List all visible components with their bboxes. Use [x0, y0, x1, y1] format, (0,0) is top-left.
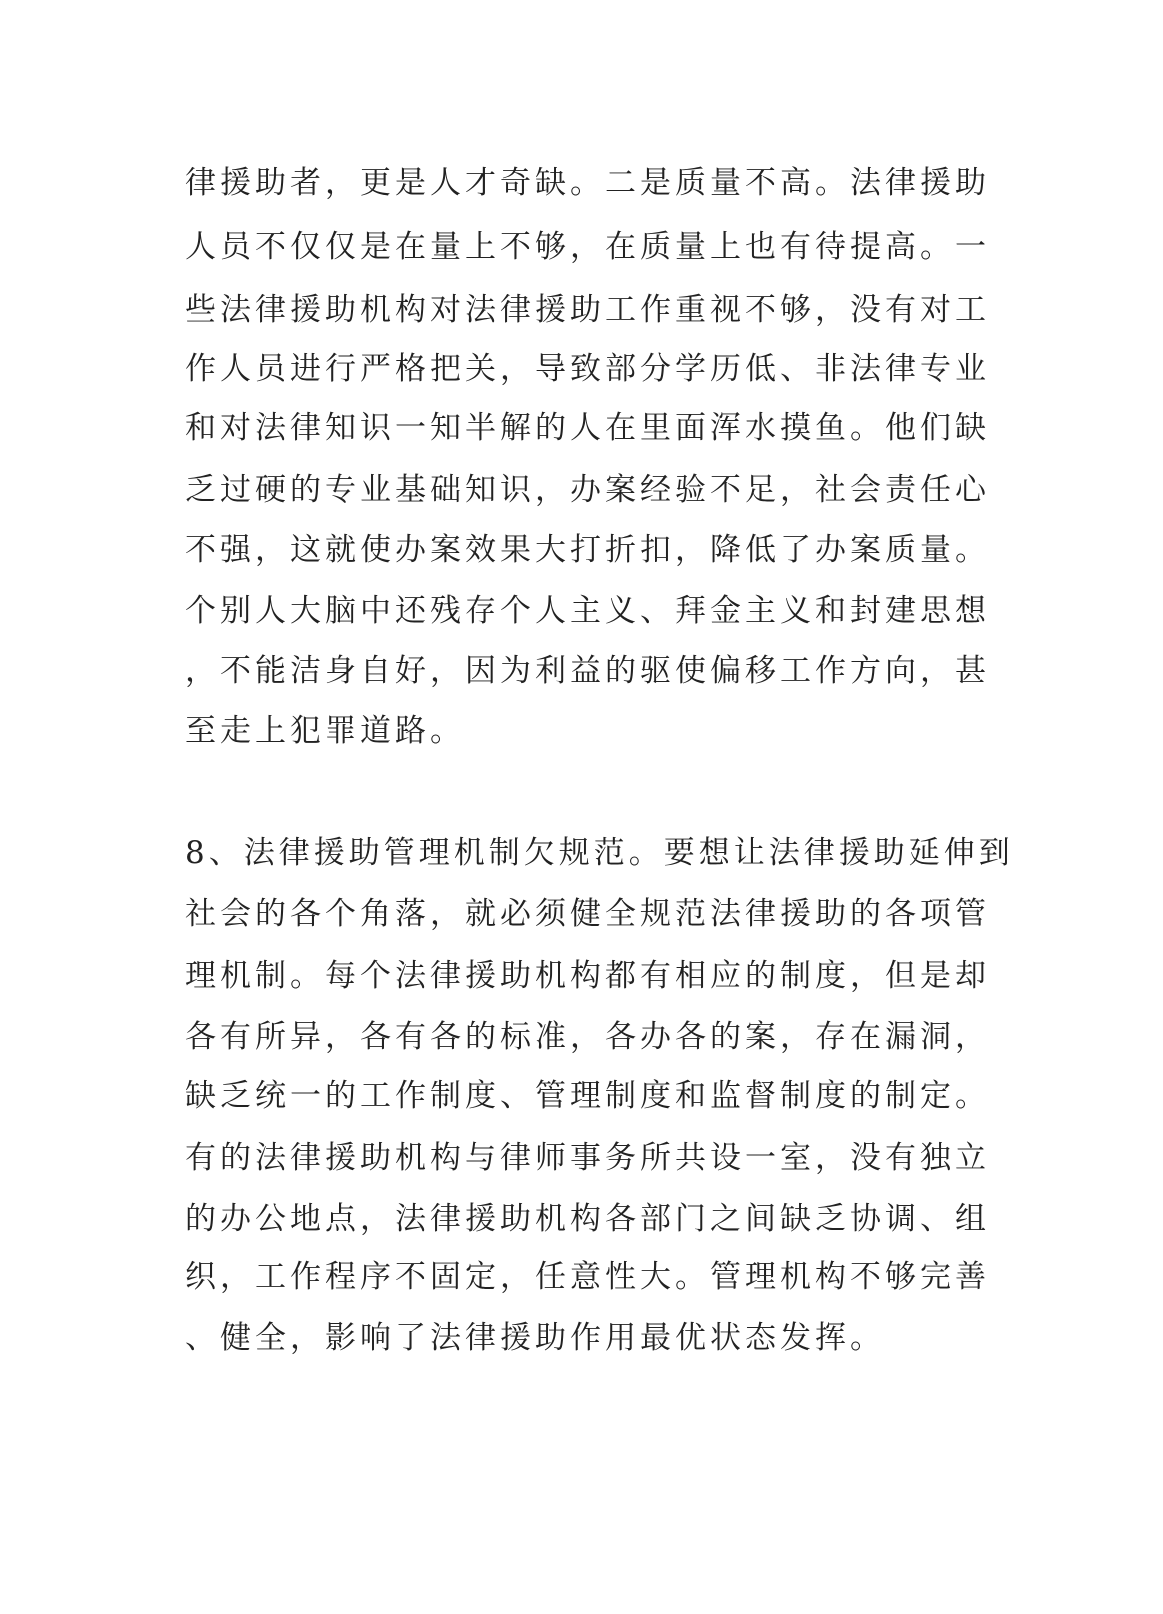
paragraph2-line: 理机制。每个法律援助机构都有相应的制度，但是却 — [185, 958, 990, 994]
paragraph1-line: ，不能洁身自好，因为利益的驱使偏移工作方向，甚 — [185, 653, 990, 689]
paragraph1-line: 律援助者，更是人才奇缺。二是质量不高。法律援助 — [185, 165, 990, 201]
paragraph2-line: 社会的各个角落，就必须健全规范法律援助的各项管 — [185, 896, 990, 932]
paragraph1-line: 至走上犯罪道路。 — [185, 713, 465, 749]
paragraph2-line: 缺乏统一的工作制度、管理制度和监督制度的制定。 — [185, 1078, 990, 1114]
paragraph2-line: 的办公地点，法律援助机构各部门之间缺乏协调、组 — [185, 1201, 990, 1237]
paragraph1-line: 人员不仅仅是在量上不够，在质量上也有待提高。一 — [185, 229, 990, 265]
paragraph1-line: 个别人大脑中还残存个人主义、拜金主义和封建思想 — [185, 593, 990, 629]
paragraph1-line: 乏过硬的专业基础知识，办案经验不足，社会责任心 — [185, 472, 990, 508]
paragraph2-line: 织，工作程序不固定，任意性大。管理机构不够完善 — [185, 1259, 990, 1295]
paragraph2-line: 、健全，影响了法律援助作用最优状态发挥。 — [185, 1320, 885, 1356]
paragraph2-line: 各有所异，各有各的标准，各办各的案，存在漏洞， — [185, 1019, 990, 1055]
paragraph2-line: 有的法律援助机构与律师事务所共设一室，没有独立 — [185, 1140, 990, 1176]
paragraph2-line: 8、法律援助管理机制欠规范。要想让法律援助延伸到 — [185, 835, 1014, 871]
paragraph1-line: 作人员进行严格把关，导致部分学历低、非法律专业 — [185, 351, 990, 387]
paragraph1-line: 不强，这就使办案效果大打折扣，降低了办案质量。 — [185, 532, 990, 568]
paragraph1-line: 和对法律知识一知半解的人在里面浑水摸鱼。他们缺 — [185, 410, 990, 446]
paragraph1-line: 些法律援助机构对法律援助工作重视不够，没有对工 — [185, 292, 990, 328]
